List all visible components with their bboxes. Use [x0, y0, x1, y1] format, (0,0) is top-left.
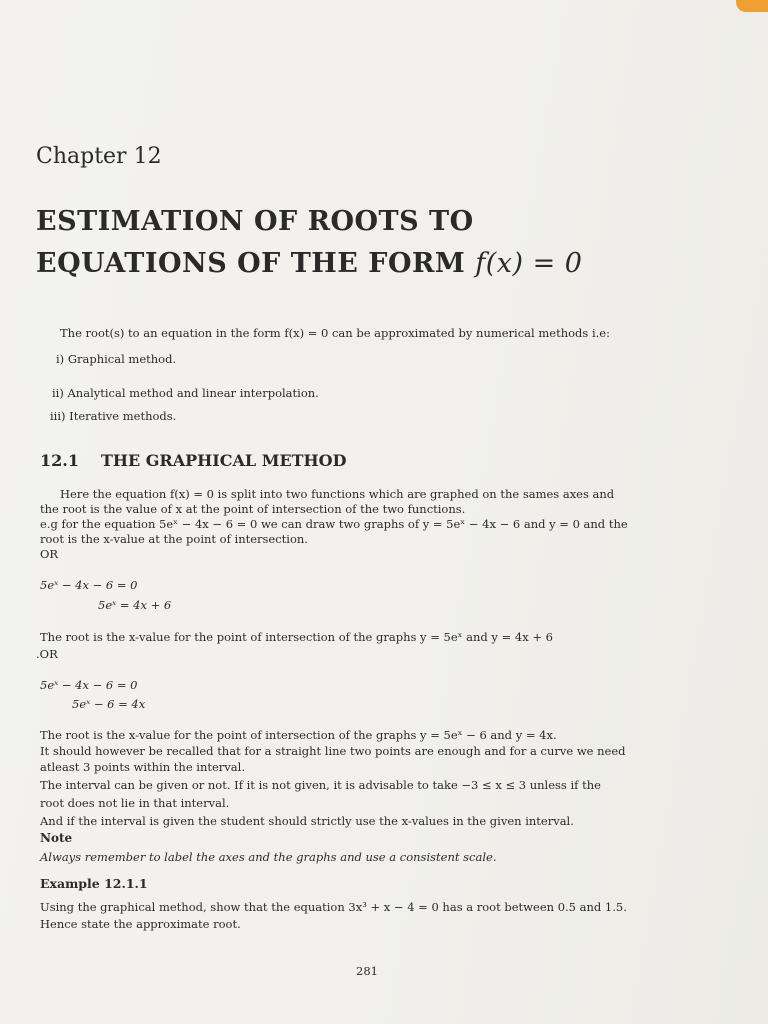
paragraph-line: The root is the x-value for the point of intersection of the graphs y = 5eˣ − 6 and y = 4x.	[40, 728, 557, 742]
example-line: Hence state the approximate root.	[40, 917, 241, 931]
or-label: .OR	[36, 647, 58, 661]
equation: 5eˣ − 4x − 6 = 0	[40, 578, 138, 592]
paragraph-line: It should however be recalled that for a straight line two points are enough and for a curve we need	[40, 744, 626, 758]
paragraph-line: e.g for the equation 5eˣ − 4x − 6 = 0 we can draw two graphs of y = 5eˣ − 4x − 6 and y = 0 and the	[40, 517, 628, 531]
section-number: 12.1	[40, 451, 79, 470]
intro-text: The root(s) to an equation in the form f(x) = 0 can be approximated by numerical methods i.e:	[60, 326, 610, 340]
method-item: i) Graphical method.	[56, 352, 177, 366]
page-number: 281	[356, 964, 378, 978]
example-line: Using the graphical method, show that the equation 3x³ + x − 4 = 0 has a root between 0.5 and 1.5.	[40, 900, 627, 914]
equation: 5eˣ − 6 = 4x	[72, 697, 146, 711]
note-text: Always remember to label the axes and the graphs and use a consistent scale.	[40, 850, 497, 864]
paragraph-line: root does not lie in that interval.	[40, 796, 230, 810]
paragraph-line: root is the x-value at the point of intersection.	[40, 532, 308, 546]
chapter-title-line1: ESTIMATION OF ROOTS TO	[36, 206, 474, 237]
paragraph-line: atleast 3 points within the interval.	[40, 760, 245, 774]
paragraph-line: the root is the value of x at the point of intersection of the two functions.	[40, 502, 466, 516]
chapter-title-formula: f(x) = 0	[475, 248, 583, 279]
page-corner-tab	[736, 0, 768, 12]
note-label: Note	[40, 831, 73, 845]
or-label: OR	[40, 547, 59, 561]
section-heading	[40, 451, 346, 470]
paragraph-line: And if the interval is given the student should strictly use the x-values in the given interval.	[40, 814, 574, 828]
chapter-label: Chapter 12	[36, 144, 162, 169]
chapter-title-line2	[36, 248, 582, 279]
chapter-title-text: EQUATIONS OF THE FORM	[36, 248, 466, 279]
method-item: iii) Iterative methods.	[50, 409, 177, 423]
paragraph-line: Here the equation f(x) = 0 is split into two functions which are graphed on the sames axes and	[60, 487, 615, 501]
paragraph-line: The interval can be given or not. If it is not given, it is advisable to take −3 ≤ x ≤ 3 unless if the	[40, 778, 601, 792]
equation: 5eˣ − 4x − 6 = 0	[40, 678, 138, 692]
method-item: ii) Analytical method and linear interpolation.	[52, 386, 319, 400]
section-title: THE GRAPHICAL METHOD	[100, 451, 347, 470]
equation: 5eˣ = 4x + 6	[98, 598, 172, 612]
paragraph-line: The root is the x-value for the point of intersection of the graphs y = 5eˣ and y = 4x + 6	[40, 630, 553, 644]
example-label: Example 12.1.1	[40, 876, 148, 891]
